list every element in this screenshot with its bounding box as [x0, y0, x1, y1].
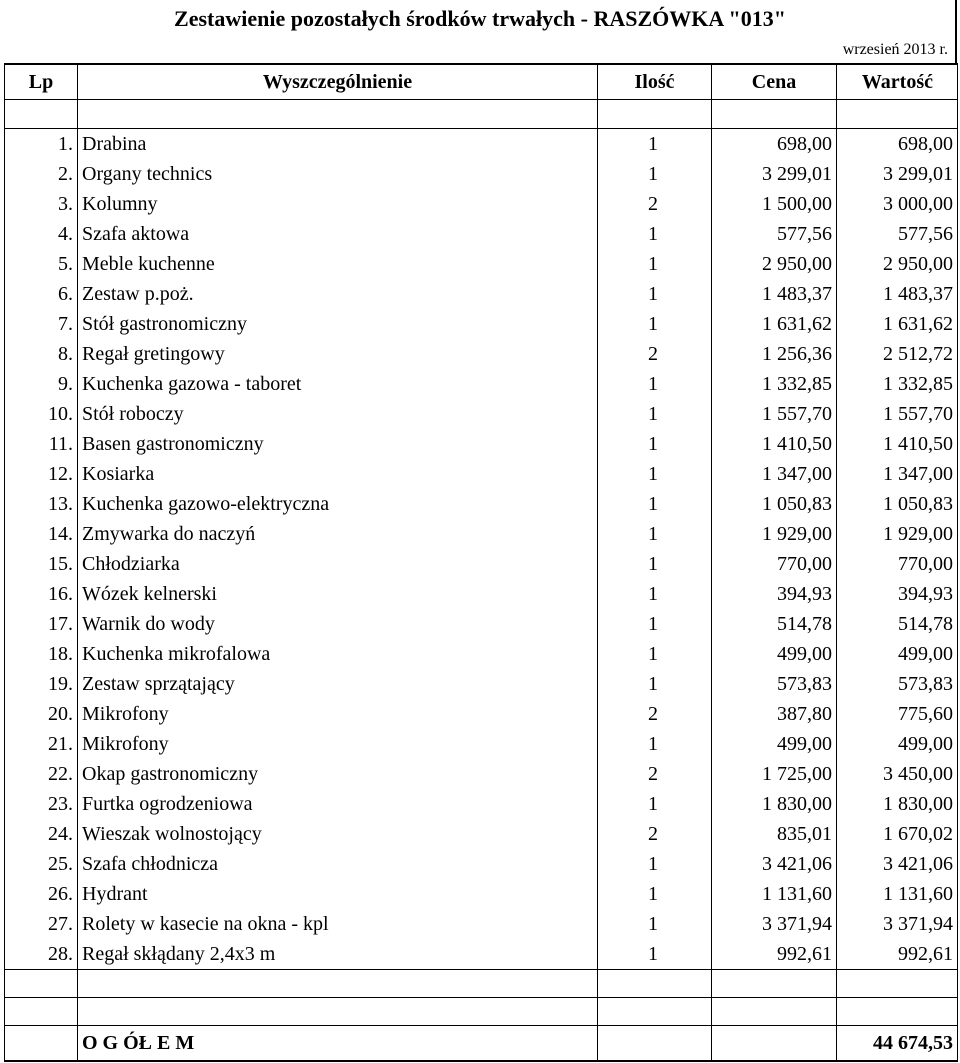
- row-name: Basen gastronomiczny: [78, 429, 598, 459]
- row-name: Regał skłądany 2,4x3 m: [78, 939, 598, 970]
- row-qty: 1: [598, 159, 712, 189]
- row-name: Drabina: [78, 129, 598, 160]
- row-price: 1 332,85: [712, 369, 837, 399]
- total-value: 44 674,53: [837, 1026, 958, 1062]
- row-lp: 4.: [5, 219, 78, 249]
- total-row: [5, 1026, 958, 1062]
- row-lp: 19.: [5, 669, 78, 699]
- row-price: 835,01: [712, 819, 837, 849]
- table-row: [5, 579, 958, 609]
- row-name: Meble kuchenne: [78, 249, 598, 279]
- table-row: [5, 189, 958, 219]
- row-name: Rolety w kasecie na okna - kpl: [78, 909, 598, 939]
- row-value: 2 950,00: [837, 249, 958, 279]
- table-row: [5, 639, 958, 669]
- row-price: 499,00: [712, 639, 837, 669]
- table-row: [5, 159, 958, 189]
- row-qty: 1: [598, 399, 712, 429]
- blank-row: [5, 970, 958, 998]
- row-value: 3 421,06: [837, 849, 958, 879]
- row-price: 1 256,36: [712, 339, 837, 369]
- row-lp: 1.: [5, 129, 78, 160]
- row-name: Chłodziarka: [78, 549, 598, 579]
- row-price: 1 500,00: [712, 189, 837, 219]
- row-value: 3 299,01: [837, 159, 958, 189]
- row-qty: 1: [598, 939, 712, 970]
- row-lp: 22.: [5, 759, 78, 789]
- row-lp: 12.: [5, 459, 78, 489]
- row-value: 1 347,00: [837, 459, 958, 489]
- row-lp: 14.: [5, 519, 78, 549]
- header-qty: Ilość: [598, 64, 712, 100]
- document-date: wrzesień 2013 r.: [842, 41, 948, 58]
- table-row: [5, 849, 958, 879]
- row-qty: 2: [598, 339, 712, 369]
- row-qty: 2: [598, 699, 712, 729]
- row-name: Furtka ogrodzeniowa: [78, 789, 598, 819]
- table-row: [5, 789, 958, 819]
- row-qty: 2: [598, 759, 712, 789]
- row-value: 573,83: [837, 669, 958, 699]
- row-lp: 20.: [5, 699, 78, 729]
- table-row: [5, 369, 958, 399]
- table-row: [5, 309, 958, 339]
- row-name: Kuchenka gazowa - taboret: [78, 369, 598, 399]
- row-lp: 27.: [5, 909, 78, 939]
- row-qty: 1: [598, 429, 712, 459]
- row-value: 514,78: [837, 609, 958, 639]
- blank-row: [5, 998, 958, 1026]
- table-row: [5, 399, 958, 429]
- row-qty: 1: [598, 729, 712, 759]
- row-price: 698,00: [712, 129, 837, 160]
- header-price: Cena: [712, 64, 837, 100]
- row-value: 1 483,37: [837, 279, 958, 309]
- spacer-row: [5, 100, 958, 129]
- row-qty: 1: [598, 369, 712, 399]
- row-lp: 6.: [5, 279, 78, 309]
- row-lp: 23.: [5, 789, 78, 819]
- row-lp: 10.: [5, 399, 78, 429]
- row-lp: 25.: [5, 849, 78, 879]
- row-lp: 26.: [5, 879, 78, 909]
- row-name: Mikrofony: [78, 699, 598, 729]
- table-row: [5, 519, 958, 549]
- row-price: 1 631,62: [712, 309, 837, 339]
- row-lp: 28.: [5, 939, 78, 970]
- table-row: [5, 909, 958, 939]
- row-value: 698,00: [837, 129, 958, 160]
- row-value: 1 332,85: [837, 369, 958, 399]
- row-value: 1 410,50: [837, 429, 958, 459]
- row-lp: 17.: [5, 609, 78, 639]
- row-qty: 1: [598, 909, 712, 939]
- row-qty: 1: [598, 519, 712, 549]
- row-qty: 1: [598, 639, 712, 669]
- row-qty: 1: [598, 609, 712, 639]
- row-price: 770,00: [712, 549, 837, 579]
- table-header-row: [5, 64, 958, 100]
- row-name: Mikrofony: [78, 729, 598, 759]
- row-value: 3 450,00: [837, 759, 958, 789]
- table-row: [5, 669, 958, 699]
- row-lp: 13.: [5, 489, 78, 519]
- row-price: 1 050,83: [712, 489, 837, 519]
- row-qty: 1: [598, 879, 712, 909]
- row-price: 1 929,00: [712, 519, 837, 549]
- frame-line: [955, 0, 957, 64]
- row-value: 3 000,00: [837, 189, 958, 219]
- row-price: 514,78: [712, 609, 837, 639]
- table-row: [5, 759, 958, 789]
- row-value: 1 631,62: [837, 309, 958, 339]
- row-lp: 15.: [5, 549, 78, 579]
- header-value: Wartość: [837, 64, 958, 100]
- row-value: 1 131,60: [837, 879, 958, 909]
- row-price: 992,61: [712, 939, 837, 970]
- row-lp: 16.: [5, 579, 78, 609]
- table-row: [5, 879, 958, 909]
- row-qty: 1: [598, 849, 712, 879]
- row-name: Kolumny: [78, 189, 598, 219]
- row-value: 3 371,94: [837, 909, 958, 939]
- row-value: 499,00: [837, 729, 958, 759]
- row-qty: 1: [598, 459, 712, 489]
- table-row: [5, 819, 958, 849]
- row-value: 1 929,00: [837, 519, 958, 549]
- row-value: 1 050,83: [837, 489, 958, 519]
- row-lp: 9.: [5, 369, 78, 399]
- row-qty: 1: [598, 249, 712, 279]
- table-row: [5, 699, 958, 729]
- table-row: [5, 459, 958, 489]
- row-value: 1 830,00: [837, 789, 958, 819]
- row-name: Okap gastronomiczny: [78, 759, 598, 789]
- row-price: 2 950,00: [712, 249, 837, 279]
- row-price: 1 347,00: [712, 459, 837, 489]
- row-price: 3 299,01: [712, 159, 837, 189]
- row-lp: 18.: [5, 639, 78, 669]
- row-lp: 21.: [5, 729, 78, 759]
- row-price: 577,56: [712, 219, 837, 249]
- row-name: Zestaw sprzątający: [78, 669, 598, 699]
- assets-table: [4, 63, 958, 1062]
- table-row: [5, 489, 958, 519]
- row-price: 3 371,94: [712, 909, 837, 939]
- row-lp: 8.: [5, 339, 78, 369]
- row-name: Kosiarka: [78, 459, 598, 489]
- row-name: Organy technics: [78, 159, 598, 189]
- row-value: 499,00: [837, 639, 958, 669]
- row-qty: 1: [598, 309, 712, 339]
- row-lp: 3.: [5, 189, 78, 219]
- row-price: 1 483,37: [712, 279, 837, 309]
- row-name: Zestaw p.poż.: [78, 279, 598, 309]
- row-price: 1 410,50: [712, 429, 837, 459]
- row-name: Wózek kelnerski: [78, 579, 598, 609]
- row-qty: 1: [598, 669, 712, 699]
- row-qty: 2: [598, 189, 712, 219]
- row-lp: 11.: [5, 429, 78, 459]
- row-value: 394,93: [837, 579, 958, 609]
- row-name: Hydrant: [78, 879, 598, 909]
- row-value: 577,56: [837, 219, 958, 249]
- row-name: Szafa aktowa: [78, 219, 598, 249]
- document-title: Zestawienie pozostałych środków trwałych - RASZÓWKA "013": [174, 6, 786, 31]
- row-name: Regał gretingowy: [78, 339, 598, 369]
- total-label: O G ÓŁ E M: [78, 1026, 598, 1062]
- row-qty: 2: [598, 819, 712, 849]
- row-value: 992,61: [837, 939, 958, 970]
- row-value: 1 557,70: [837, 399, 958, 429]
- row-lp: 7.: [5, 309, 78, 339]
- row-price: 1 557,70: [712, 399, 837, 429]
- row-price: 573,83: [712, 669, 837, 699]
- header-name: Wyszczególnienie: [78, 64, 598, 100]
- table-row: [5, 609, 958, 639]
- table-row: [5, 219, 958, 249]
- header-lp: Lp: [5, 64, 78, 100]
- row-qty: 1: [598, 129, 712, 160]
- table-row: [5, 249, 958, 279]
- row-name: Kuchenka mikrofalowa: [78, 639, 598, 669]
- row-price: 3 421,06: [712, 849, 837, 879]
- row-qty: 1: [598, 549, 712, 579]
- row-lp: 2.: [5, 159, 78, 189]
- row-price: 1 830,00: [712, 789, 837, 819]
- row-name: Stół gastronomiczny: [78, 309, 598, 339]
- row-name: Szafa chłodnicza: [78, 849, 598, 879]
- row-name: Stół roboczy: [78, 399, 598, 429]
- row-qty: 1: [598, 789, 712, 819]
- row-price: 387,80: [712, 699, 837, 729]
- item-rows: [5, 129, 958, 970]
- row-value: 770,00: [837, 549, 958, 579]
- row-qty: 1: [598, 279, 712, 309]
- row-value: 1 670,02: [837, 819, 958, 849]
- row-qty: 1: [598, 219, 712, 249]
- row-qty: 1: [598, 489, 712, 519]
- table-row: [5, 729, 958, 759]
- row-qty: 1: [598, 579, 712, 609]
- row-name: Zmywarka do naczyń: [78, 519, 598, 549]
- table-row: [5, 129, 958, 160]
- row-lp: 24.: [5, 819, 78, 849]
- row-name: Warnik do wody: [78, 609, 598, 639]
- row-price: 499,00: [712, 729, 837, 759]
- row-name: Kuchenka gazowo-elektryczna: [78, 489, 598, 519]
- row-name: Wieszak wolnostojący: [78, 819, 598, 849]
- row-price: 1 725,00: [712, 759, 837, 789]
- row-price: 1 131,60: [712, 879, 837, 909]
- table-row: [5, 339, 958, 369]
- row-value: 2 512,72: [837, 339, 958, 369]
- table-row: [5, 549, 958, 579]
- row-price: 394,93: [712, 579, 837, 609]
- table-row: [5, 939, 958, 970]
- row-value: 775,60: [837, 699, 958, 729]
- table-row: [5, 279, 958, 309]
- row-lp: 5.: [5, 249, 78, 279]
- table-row: [5, 429, 958, 459]
